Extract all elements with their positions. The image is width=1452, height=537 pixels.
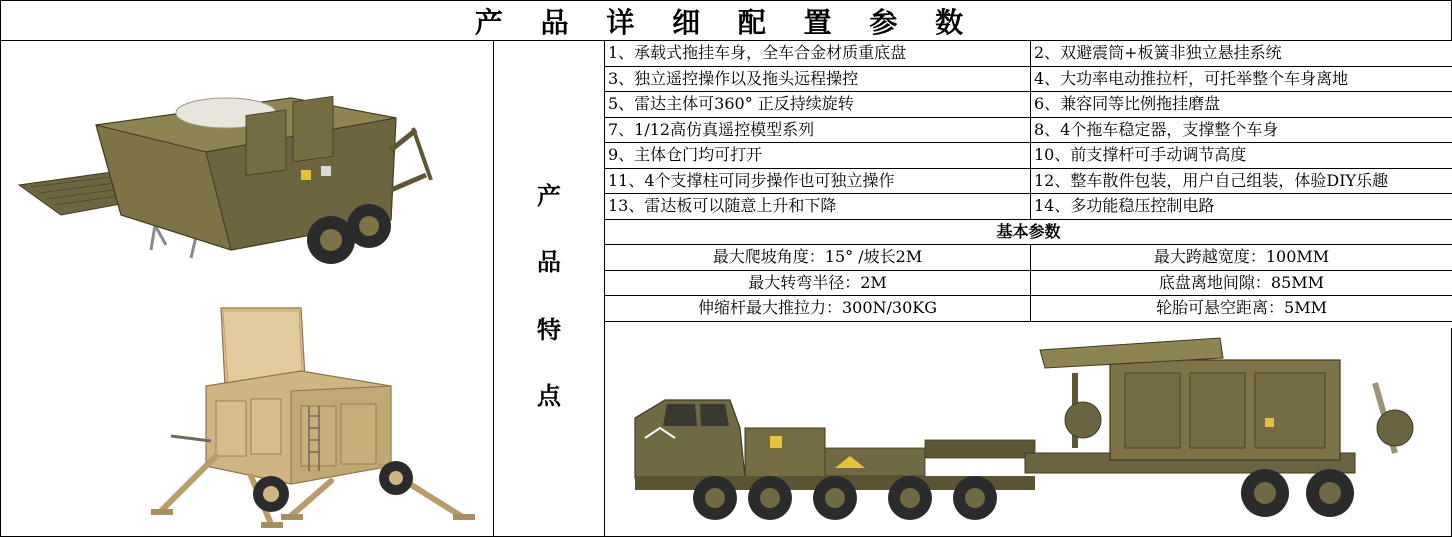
feature-cell: 9、主体仓门均可打开 <box>605 143 1031 169</box>
feature-cell: 2、双避震筒+板簧非独立悬挂系统 <box>1031 41 1452 67</box>
param-cell: 底盘离地间隙：85MM <box>1031 270 1452 296</box>
feature-cell: 3、独立遥控操作以及拖头远程操控 <box>605 66 1031 92</box>
feature-row <box>605 92 1452 118</box>
features-vertical-label-cell <box>493 40 605 537</box>
feature-row <box>605 117 1452 143</box>
feature-cell: 1、承载式拖挂车身，全车合金材质重底盘 <box>605 41 1031 67</box>
feature-cell: 10、前支撑杆可手动调节高度 <box>1031 143 1452 169</box>
feature-cell: 11、4个支撑柱可同步操作也可独立操作 <box>605 168 1031 194</box>
basic-params-header-row <box>605 219 1452 245</box>
param-cell: 伸缩杆最大推拉力：300N/30KG <box>605 296 1031 322</box>
feature-row <box>605 41 1452 67</box>
param-row <box>605 296 1452 322</box>
feature-row <box>605 143 1452 169</box>
feature-cell: 13、雷达板可以随意上升和下降 <box>605 194 1031 220</box>
param-cell: 轮胎可悬空距离：5MM <box>1031 296 1452 322</box>
feature-row <box>605 66 1452 92</box>
feature-cell: 12、整车散件包装，用户自己组装，体验DIY乐趣 <box>1031 168 1452 194</box>
page-title: 产 品 详 细 配 置 参 数 <box>474 5 978 39</box>
param-cell: 最大跨越宽度：100MM <box>1031 245 1452 271</box>
basic-params-header: 基本参数 <box>605 219 1452 245</box>
truck-image-panel <box>604 328 1452 537</box>
param-cell: 最大爬坡角度：15° /坡长2M <box>605 245 1031 271</box>
feature-cell: 14、多功能稳压控制电路 <box>1031 194 1452 220</box>
param-cell: 最大转弯半径：2M <box>605 270 1031 296</box>
spec-table <box>604 40 1452 322</box>
vertical-label-char-3: 特 <box>537 316 561 344</box>
radar-trailer-olive-image <box>1 40 494 270</box>
product-images-panel <box>0 40 494 537</box>
feature-row <box>605 168 1452 194</box>
feature-cell: 4、大功率电动推拉杆，可托举整个车身离地 <box>1031 66 1452 92</box>
truck-with-radar-trailer-image <box>605 328 1452 537</box>
radar-trailer-tan-image <box>1 266 494 533</box>
feature-cell: 8、4个拖车稳定器，支撑整个车身 <box>1031 117 1452 143</box>
param-row <box>605 270 1452 296</box>
param-row <box>605 245 1452 271</box>
vertical-label-char-4: 点 <box>537 382 561 410</box>
feature-cell: 6、兼容同等比例拖挂磨盘 <box>1031 92 1452 118</box>
vertical-label-char-2: 品 <box>537 248 561 276</box>
feature-cell: 7、1/12高仿真遥控模型系列 <box>605 117 1031 143</box>
feature-cell: 5、雷达主体可360° 正反持续旋转 <box>605 92 1031 118</box>
vertical-label-char-1: 产 <box>537 182 561 210</box>
feature-row <box>605 194 1452 220</box>
page-title-row <box>0 0 1452 41</box>
